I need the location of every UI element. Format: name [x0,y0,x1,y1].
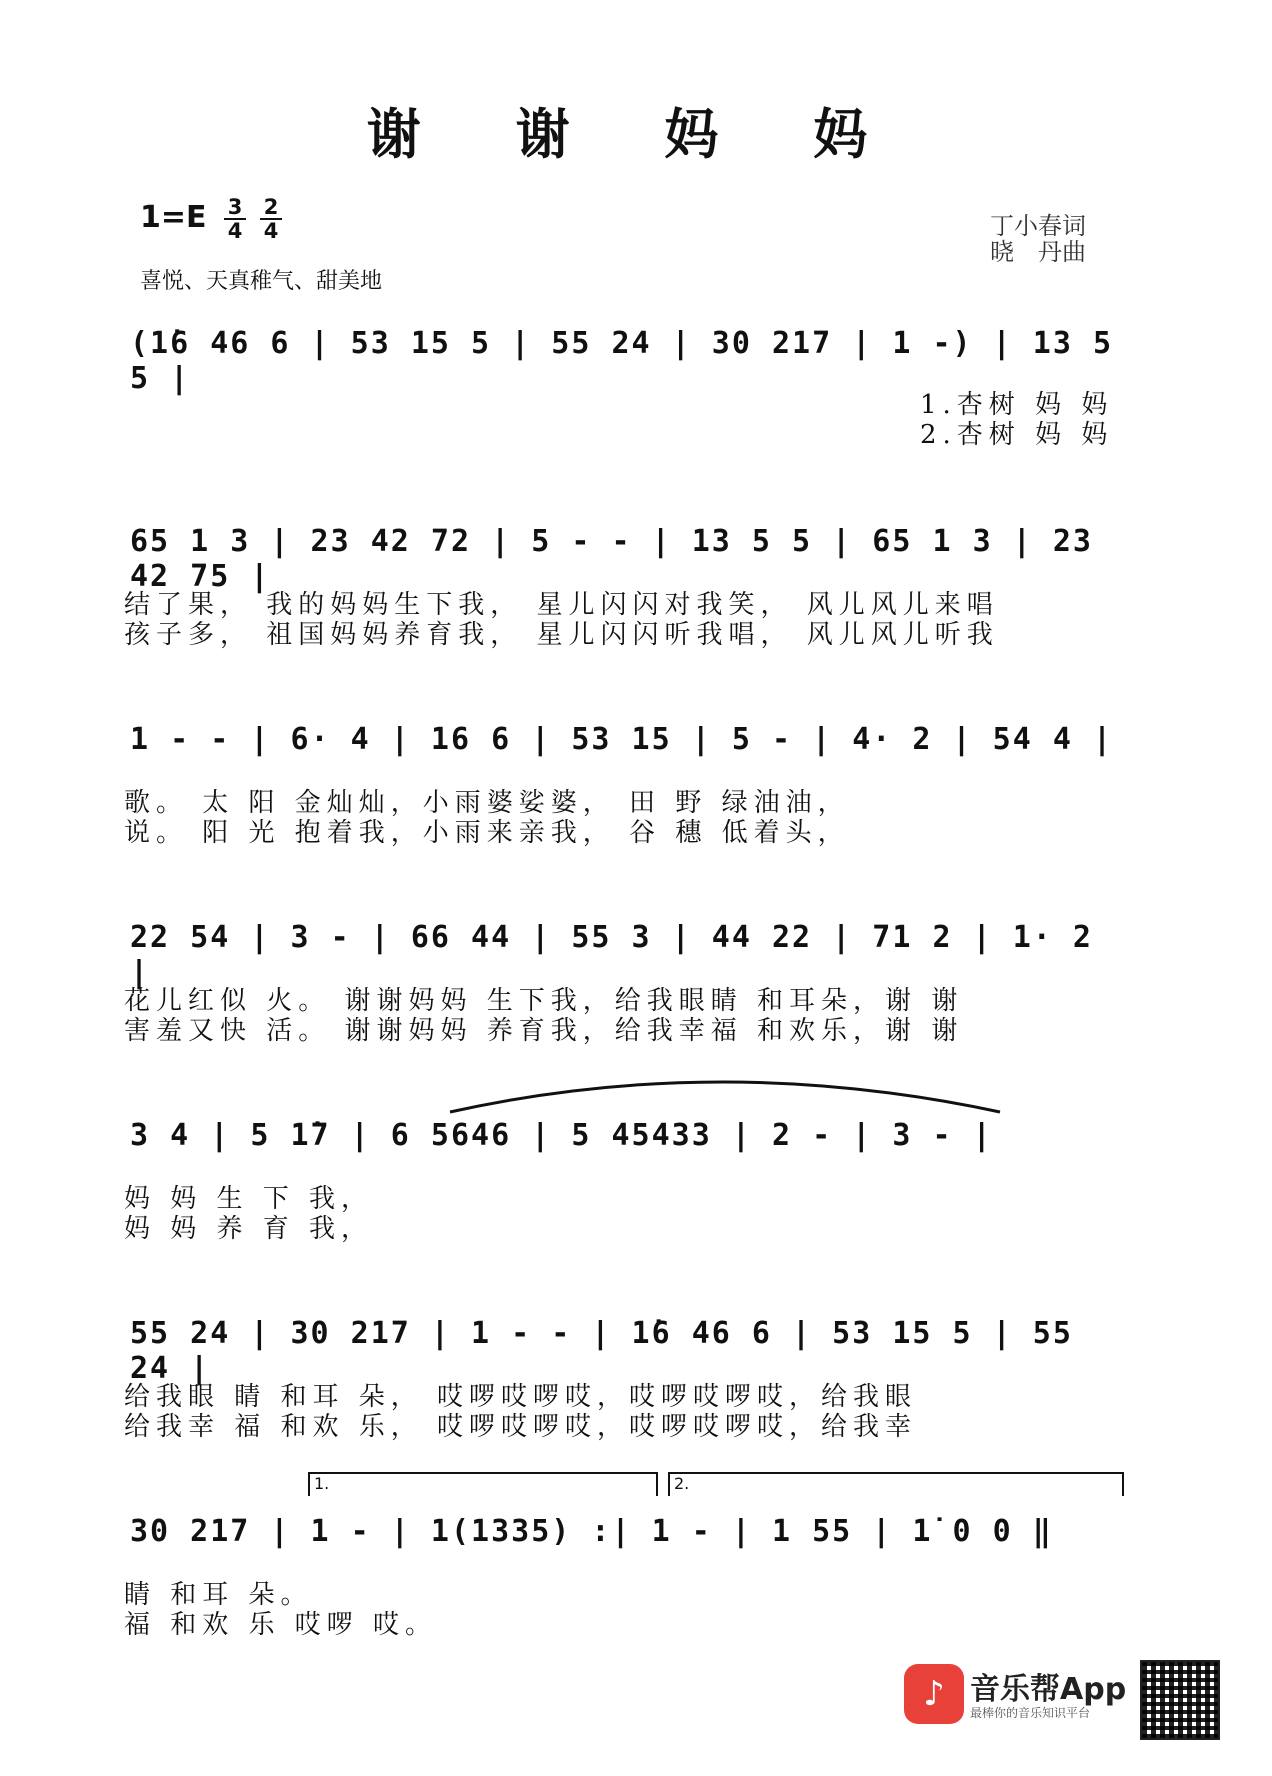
lyric-line-4-verse-1: 花儿红似 火。 谢谢妈妈 生下我，给我眼睛 和耳朵，谢 谢 [124,986,964,1016]
score-system-6: 55 24 | 30 217 | 1 - - | 1̇6 46 6 | 53 15 5 | 55 24 | [130,1316,1073,1386]
lyricist-credit: 丁小春词 [990,212,1086,240]
lyric-line-7-verse-1: 睛 和耳 朵。 [124,1580,313,1610]
volta-bracket-1 [308,1472,658,1496]
lyric-line-5-verse-1: 妈 妈 生 下 我， [124,1184,374,1214]
volta-bracket-2 [668,1472,1124,1496]
volta-label-2: 2. [674,1474,690,1493]
music-note-icon: ♪ [904,1664,964,1724]
volta-label-1: 1. [314,1474,330,1493]
lyric-line-7-verse-2: 福 和欢 乐 哎啰 哎。 [124,1610,438,1640]
score-system-4: 22 54 | 3 - | 66 44 | 55 3 | 44 22 | 71 2 | 1· 2 | [130,920,1093,990]
lyric-line-2-verse-2: 孩子多， 祖国妈妈养育我， 星儿闪闪听我唱， 风儿风儿听我 [124,620,999,650]
time-signature-2-4: $\frac{2}{4}$ [260,196,282,242]
score-system-2: 65 1 3 | 23 42 72 | 5 - - | 13 5 5 | 65 1 3 | 23 42 75 | [130,524,1093,594]
lyric-line-6-verse-2: 给我幸 福 和欢 乐， 哎啰哎啰哎，哎啰哎啰哎，给我幸 [124,1412,918,1442]
lyric-line-3-verse-2: 说。 阳 光 抱着我，小雨来亲我， 谷 穗 低着头， [124,818,850,848]
score-system-7: 30 217 | 1 - | 1(1335) :| 1 - | 1 55 | 1̇ 0 0 ‖ [130,1514,1053,1549]
qr-code-icon[interactable] [1140,1660,1220,1740]
lyric-line-4-verse-2: 害羞又快 活。 谢谢妈妈 养育我，给我幸福 和欢乐，谢 谢 [124,1016,964,1046]
lyric-line-6-verse-1: 给我眼 睛 和耳 朵， 哎啰哎啰哎，哎啰哎啰哎，给我眼 [124,1382,918,1412]
key-signature: 1=E [140,200,207,235]
lyric-line-1-verse-2: 2.杏树 妈 妈 [920,420,1114,450]
score-system-1: (1̇6 46 6 | 53 15 5 | 55 24 | 30 217 | 1 -) | 13 5 5 | [130,326,1114,396]
brand-tagline: 最棒你的音乐知识平台 [970,1706,1091,1720]
lyric-line-3-verse-1: 歌。 太 阳 金灿灿，小雨婆娑婆， 田 野 绿油油， [124,788,850,818]
score-system-3: 1 - - | 6· 4 | 16 6 | 53 15 | 5 - | 4· 2 | 54 4 | [130,722,1114,757]
score-system-5: 3 4 | 5 1̇7 | 6 5646 | 5 45433 | 2 - | 3 - | [130,1118,993,1153]
composer-credit: 晓 丹曲 [990,238,1086,266]
page-title: 谢 谢 妈 妈 [366,102,906,166]
tempo-marking: 喜悦、天真稚气、甜美地 [140,269,383,294]
brand-name: 音乐帮App [970,1672,1127,1707]
time-signature-3-4: $\frac{3}{4}$ [224,196,246,242]
lyric-line-5-verse-2: 妈 妈 养 育 我， [124,1214,374,1244]
lyric-line-1-verse-1: 1.杏树 妈 妈 [920,390,1114,420]
lyric-line-2-verse-1: 结了果， 我的妈妈生下我， 星儿闪闪对我笑， 风儿风儿来唱 [124,590,999,620]
phrase-slur [440,1062,1010,1122]
